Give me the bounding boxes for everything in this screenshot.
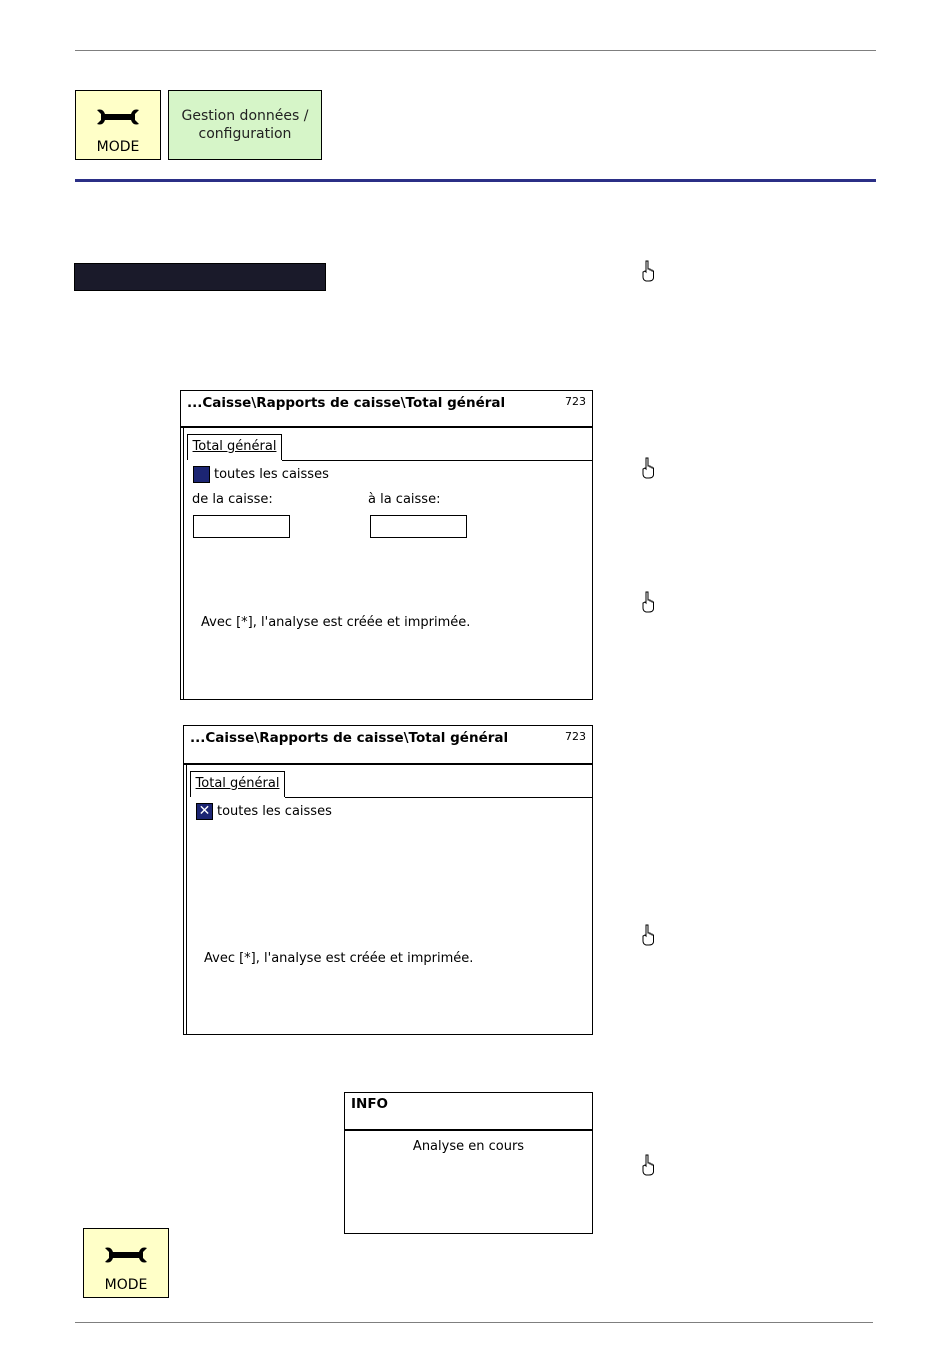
all-registers-label: toutes les caisses	[217, 804, 332, 819]
bottom-rule	[75, 1322, 873, 1323]
dialog-left-border	[183, 428, 184, 699]
from-register-label: de la caisse:	[192, 492, 273, 507]
pointing-hand-icon	[641, 1154, 655, 1176]
from-register-input[interactable]	[193, 515, 290, 538]
info-dialog	[344, 1092, 593, 1234]
wrench-icon	[103, 1244, 149, 1266]
tab-total-general[interactable]	[190, 771, 285, 797]
print-hint: Avec [*], l'analyse est créée et imprimée.	[204, 951, 474, 966]
gestion-label-line2: configuration	[198, 126, 292, 142]
section-title-bar	[74, 263, 326, 291]
tab-total-general[interactable]	[187, 434, 282, 460]
tab-label: Total général	[192, 439, 277, 454]
tab-baseline	[282, 460, 592, 461]
dialog-left-border	[186, 765, 187, 1034]
info-title: INFO	[351, 1096, 389, 1112]
info-title-separator	[345, 1129, 592, 1131]
tab-baseline	[285, 797, 592, 798]
total-general-dialog-checked	[183, 725, 593, 1035]
top-rule	[75, 50, 876, 51]
screen-number: 723	[565, 730, 586, 743]
total-general-dialog-unchecked	[180, 390, 593, 700]
to-register-label: à la caisse:	[368, 492, 441, 507]
screen-number: 723	[565, 395, 586, 408]
title-separator	[181, 426, 592, 428]
pointing-hand-icon	[641, 457, 655, 479]
tab-label: Total général	[195, 776, 280, 791]
dialog-title: ...Caisse\Rapports de caisse\Total général	[187, 395, 506, 411]
to-register-input[interactable]	[370, 515, 467, 538]
pointing-hand-icon	[641, 260, 655, 282]
print-hint: Avec [*], l'analyse est créée et imprimée.	[201, 615, 471, 630]
wrench-icon	[95, 106, 141, 128]
info-message: Analyse en cours	[412, 1139, 525, 1154]
all-registers-label: toutes les caisses	[214, 467, 329, 482]
pointing-hand-icon	[641, 924, 655, 946]
all-registers-checkbox[interactable]: ✕	[196, 803, 213, 820]
pointing-hand-icon	[641, 591, 655, 613]
all-registers-checkbox[interactable]	[193, 466, 210, 483]
mode-button-bottom[interactable]	[83, 1228, 169, 1298]
mode-label: MODE	[104, 1277, 148, 1293]
gestion-donnees-button[interactable]	[168, 90, 322, 160]
header-blue-rule	[75, 179, 876, 182]
mode-button[interactable]	[75, 90, 161, 160]
gestion-label-line1: Gestion données /	[181, 108, 309, 124]
dialog-title: ...Caisse\Rapports de caisse\Total général	[190, 730, 509, 746]
title-separator	[184, 763, 592, 765]
mode-label: MODE	[96, 139, 140, 155]
